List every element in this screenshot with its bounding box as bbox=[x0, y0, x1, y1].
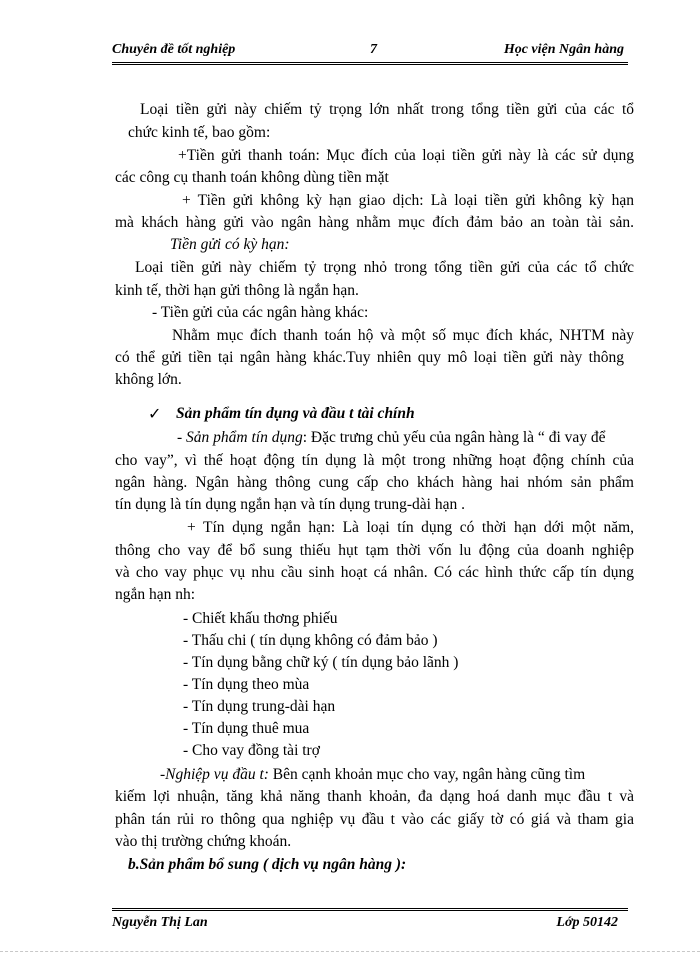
text-line: phân tán rủi ro thông qua nghiệp vụ đầu t vào các giấy tờ có giá và tham gia bbox=[115, 811, 634, 828]
section-heading: b.Sản phẩm bổ sung ( dịch vụ ngân hàng ): bbox=[128, 856, 407, 873]
header-institution: Học viện Ngân hàng bbox=[503, 42, 624, 57]
footer-class: Lớp 50142 bbox=[556, 915, 618, 930]
term-description: : Đặc trưng chủ yếu của ngân hàng là “ đi vay để bbox=[302, 429, 606, 446]
text-line: và cho vay phục vụ nhu cầu sinh hoạt cá nhân. Có các hình thức cấp tín dụng bbox=[115, 564, 634, 581]
footer-author: Nguyễn Thị Lan bbox=[112, 915, 208, 930]
page-footer bbox=[112, 908, 628, 933]
text-line: cho vay”, vì thế hoạt động tín dụng là một trong những hoạt động chính của bbox=[115, 452, 634, 469]
text-line: kinh tế, thời hạn gửi thông là ngắn hạn. bbox=[115, 282, 359, 299]
list-item: - Tín dụng bằng chữ ký ( tín dụng bảo lãnh ) bbox=[183, 654, 459, 671]
text-line: ngân hàng. Ngân hàng thông cung cấp cho khách hàng hai nhóm sản phẩm bbox=[115, 474, 634, 491]
list-item: - Thấu chi ( tín dụng không có đảm bảo ) bbox=[183, 632, 438, 649]
header-page-number: 7 bbox=[370, 42, 377, 57]
text-line: mà khách hàng gửi vào ngân hàng nhằm mục đích đảm bảo an toàn tài sản. bbox=[115, 214, 634, 231]
text-line: tín dụng là tín dụng ngắn hạn và tín dụng trung-dài hạn . bbox=[115, 496, 465, 513]
text-line: chức kinh tế, bao gồm: bbox=[128, 124, 271, 141]
list-item: - Chiết khấu thơng phiếu bbox=[183, 610, 338, 627]
list-item: - Tín dụng theo mùa bbox=[183, 676, 310, 693]
text-line: thông cho vay để bổ sung thiếu hụt tạm thời vốn lu động của doanh nghiệp bbox=[115, 542, 634, 559]
text-line: kiếm lợi nhuận, tăng khả năng thanh khoản, đa dạng hoá danh mục đầu t và bbox=[115, 788, 634, 805]
list-item: - Tín dụng trung-dài hạn bbox=[183, 698, 336, 715]
term-label: -Nghiệp vụ đầu t: bbox=[160, 766, 269, 783]
page-edge-divider bbox=[0, 951, 700, 952]
term-label: - Sản phẩm tín dụng bbox=[177, 429, 303, 446]
text-line: Loại tiền gửi này chiếm tỷ trọng lớn nhất trong tổng tiền gửi của các tổ bbox=[140, 101, 634, 118]
text-line: không lớn. bbox=[115, 371, 182, 388]
text-line: các công cụ thanh toán không dùng tiền mặt bbox=[115, 169, 389, 186]
text-line: Loại tiền gửi này chiếm tỷ trọng nhỏ trong tổng tiền gửi của các tổ chức bbox=[135, 259, 634, 276]
header-thesis-title: Chuyên đề tốt nghiệp bbox=[112, 42, 236, 57]
text-line: vào thị trường chứng khoán. bbox=[115, 833, 292, 850]
term-description: Bên cạnh khoản mục cho vay, ngân hàng cũng tìm bbox=[268, 766, 586, 783]
text-line: ngắn hạn nh: bbox=[115, 586, 196, 603]
checkmark-icon: ✓ bbox=[148, 406, 162, 423]
text-line: Nhằm mục đích thanh toán hộ và một số mục đích khác, NHTM này bbox=[172, 327, 634, 344]
text-line: +Tiền gửi thanh toán: Mục đích của loại tiền gửi này là các sử dụng bbox=[178, 147, 634, 164]
text-line: - Tiền gửi của các ngân hàng khác: bbox=[152, 304, 369, 321]
text-line bbox=[160, 765, 634, 785]
list-item: - Tín dụng thuê mua bbox=[183, 720, 310, 737]
text-line bbox=[177, 428, 634, 448]
text-line: có thể gửi tiền tại ngân hàng khác.Tuy nhiên quy mô loại tiền gửi này thông bbox=[115, 349, 624, 366]
section-heading: Tiền gửi có kỳ hạn: bbox=[170, 236, 290, 253]
text-line: + Tiền gửi không kỳ hạn giao dịch: Là loại tiền gửi không kỳ hạn bbox=[182, 192, 634, 209]
list-item: - Cho vay đồng tài trợ bbox=[183, 742, 320, 759]
text-line: + Tín dụng ngắn hạn: Là loại tín dụng có thời hạn dới một năm, bbox=[187, 519, 634, 536]
section-heading: Sản phẩm tín dụng và đầu t tài chính bbox=[176, 405, 415, 422]
